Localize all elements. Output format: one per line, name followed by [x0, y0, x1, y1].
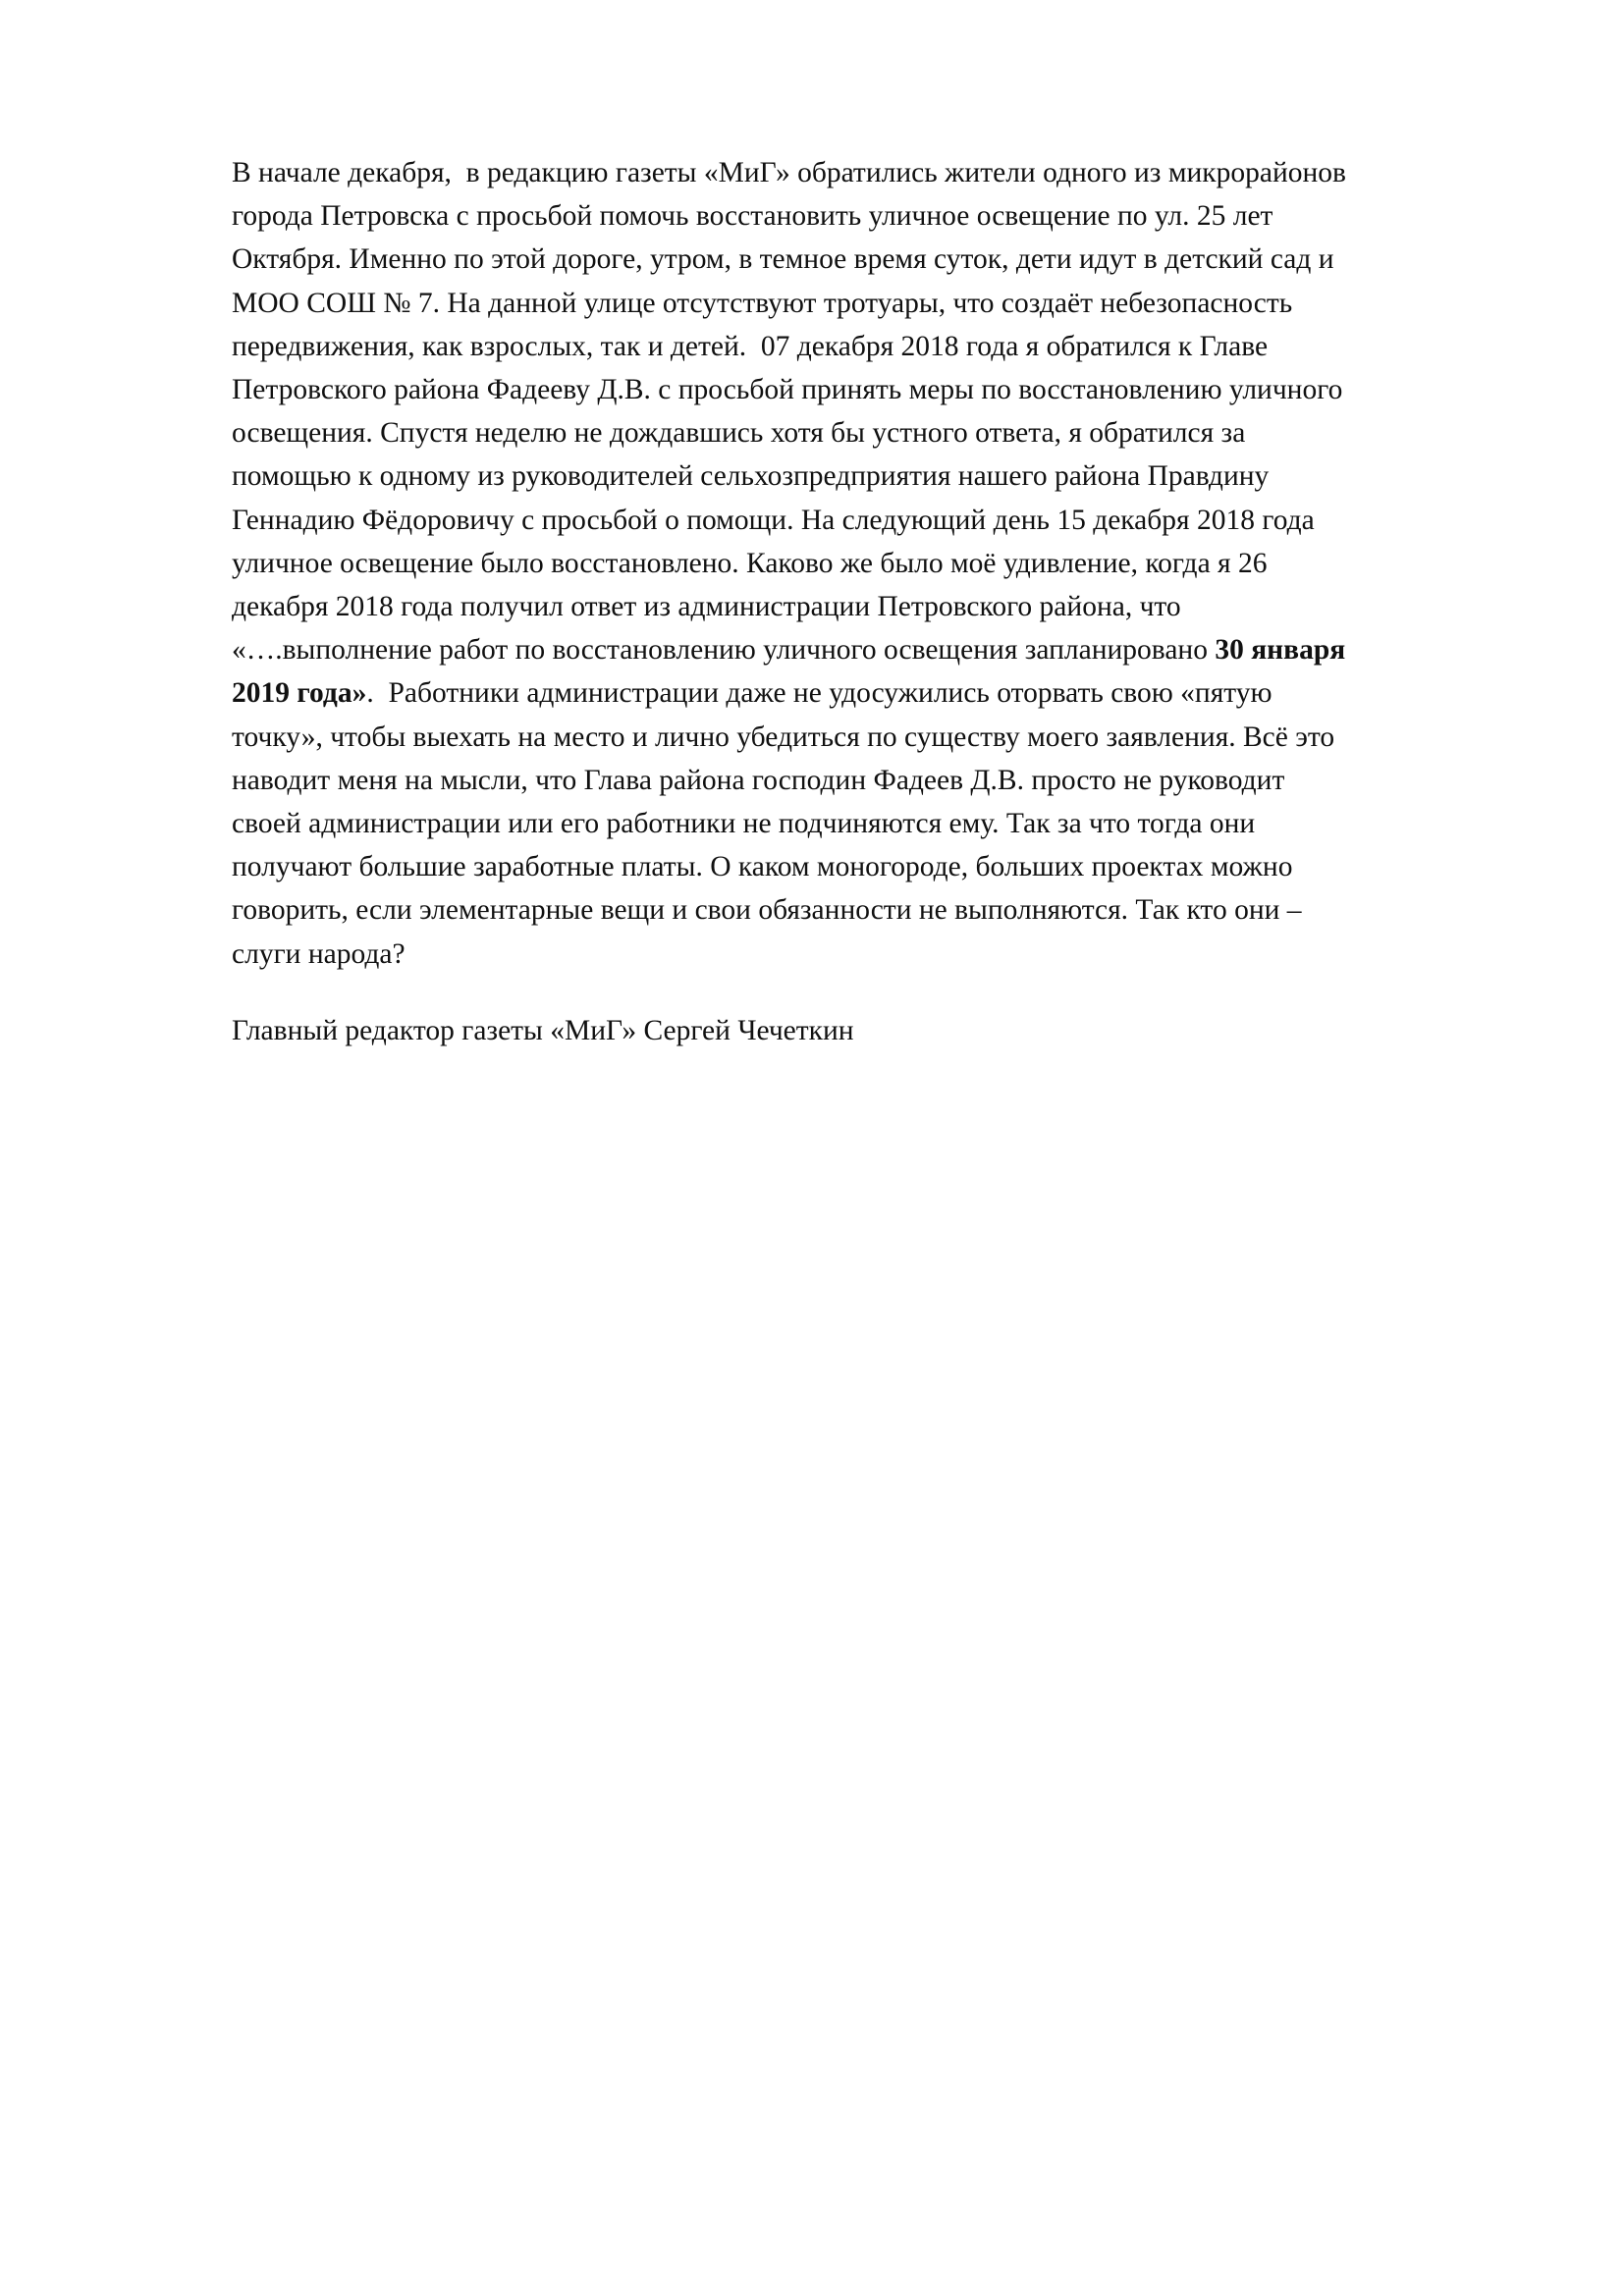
paragraph-line: В начале декабря, в редакцию газеты «МиГ» обратились жители одного из микрорайонов [232, 157, 1346, 188]
quote-year-bold: 2019 года» [232, 677, 367, 710]
paragraph-line: своей администрации или его работники не подчиняются ему. Так за что тогда они [232, 808, 1256, 840]
paragraph-line: Октября. Именно по этой дороге, утром, в темное время суток, дети идут в детский сад и [232, 243, 1334, 276]
paragraph-line: говорить, если элементарные вещи и свои обязанности не выполняются. Так кто они – [232, 894, 1302, 927]
document-body [232, 151, 1538, 1052]
paragraph-line: передвижения, как взрослых, так и детей. 07 декабря 2018 года я обратился к Главе [232, 330, 1269, 362]
quote-end-text: . Работники администрации даже не удосужились оторвать свою «пятую [366, 677, 1272, 710]
paragraph-line: точку», чтобы выехать на место и лично убедиться по существу моего заявления. Всё это [232, 721, 1335, 753]
quote-line [232, 628, 1538, 671]
paragraph-line: МОО СОШ № 7. На данной улице отсутствуют тротуары, что создаёт небезопасность [232, 287, 1293, 319]
quote-text: «….выполнение работ по восстановлению уличного освещения запланировано [232, 634, 1216, 667]
paragraph-line: наводит меня на мысли, что Глава района господин Фадеев Д.В. просто не руководит [232, 764, 1285, 796]
paragraph-line: уличное освещение было восстановлено. Каково же было моё удивление, когда я 26 [232, 547, 1268, 579]
paragraph-line: города Петровска с просьбой помочь восстановить уличное освещение по ул. 25 лет [232, 200, 1273, 233]
quote-end-line [232, 671, 1538, 715]
paragraph-line: Петровского района Фадееву Д.В. с просьбой принять меры по восстановлению уличного [232, 374, 1343, 406]
paragraph-line: Геннадию Фёдоровичу с просьбой о помощи. На следующий день 15 декабря 2018 года [232, 504, 1315, 536]
paragraph-line: помощью к одному из руководителей сельхозпредприятия нашего района Правдину [232, 460, 1270, 493]
paragraph-line: получают большие заработные платы. О каком моногороде, больших проектах можно [232, 851, 1293, 883]
paragraph-line: слуги народа? [232, 937, 406, 970]
signature: Главный редактор газеты «МиГ» Сергей Чечеткин [232, 1014, 854, 1046]
quote-date-bold: 30 января [1215, 634, 1346, 667]
paragraph-line: освещения. Спустя неделю не дождавшись хотя бы устного ответа, я обратился за [232, 417, 1246, 450]
paragraph-line: декабря 2018 года получил ответ из администрации Петровского района, что [232, 591, 1181, 623]
